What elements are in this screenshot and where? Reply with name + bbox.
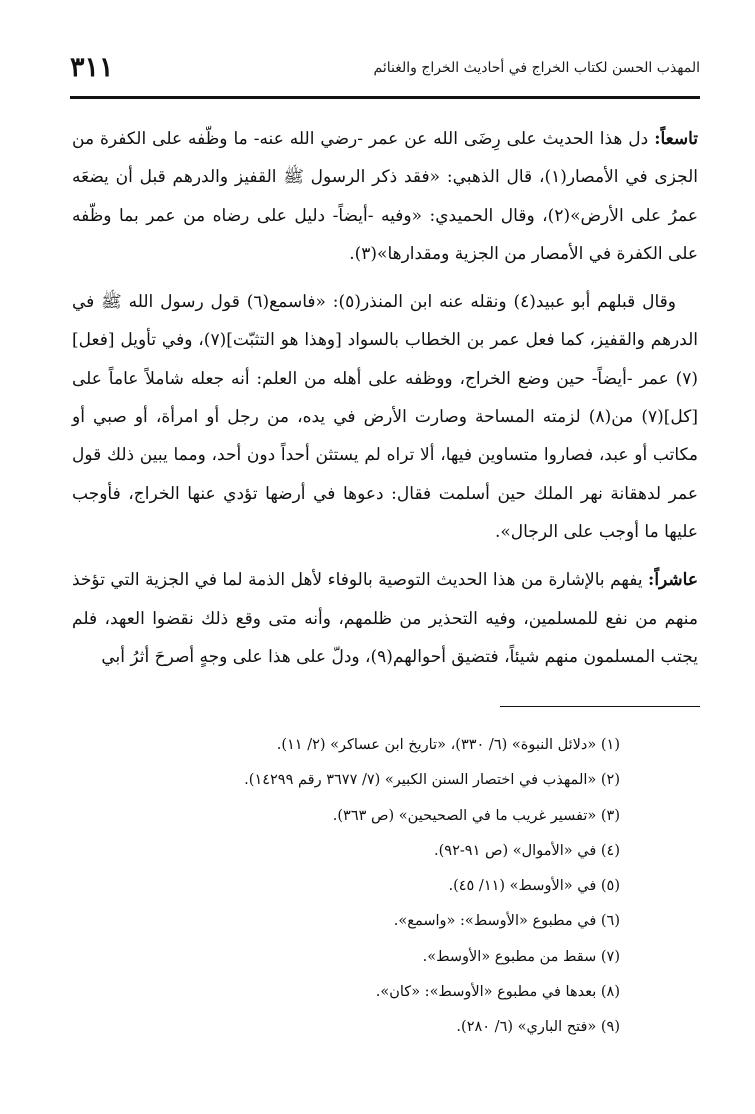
footnote-divider <box>500 706 700 707</box>
ninth-heading: تاسعاً: <box>654 129 698 149</box>
header-divider <box>70 96 700 99</box>
footnote-8: (٨) بعدها في مطبوع «الأوسط»: «كان». <box>375 984 620 1001</box>
ninth-text: دل هذا الحديث على رِضَى الله عن عمر -رضي الله عنه- ما وظّفه على الكفرة من الجزى في الأمصار(١)، قال الذهبي: «فقد ذكر الرسول ﷺ القفيز والدرهم قبل أن يضعَه عمرُ على الأرض»(٢)، وقال الحميدي: «وفيه -أيضاً- دليل على رضاه من عمر بما وظّفه على الكفرة في الأمصار من الجزية ومقدارها»(٣). <box>72 129 698 264</box>
main-text <box>72 120 698 686</box>
paragraph-abu-ubaid: وقال قبلهم أبو عبيد(٤) ونقله عنه ابن المنذر(٥): «فاسمع(٦) قول رسول الله ﷺ في الدرهم والقفيز، كما فعل عمر بن الخطاب بالسواد [وهذا هو التثبّت](٧)، وفي تأويل [فعل](٧) عمر -أيضاً- حين وضع الخراج، ووظفه على أهله من العلم: أنه جعله شاملاً عاماً على [كل](٧) من(٨) لزمته المساحة وصارت الأرض في يده، من رجل أو امرأة، أو صبي أو مكاتب أو عبد، فصاروا متساوين فيها، ألا تراه لم يستثن أحداً دون أحد، ومما يبين ذلك قول عمر لدهقانة نهر الملك حين أسلمت فقال: دعوها في أرضها تؤدي عنها الخراج، فأوجب عليها ما أوجب على الرجال». <box>72 292 699 542</box>
footnote-6: (٦) في مطبوع «الأوسط»: «واسمع». <box>393 913 620 930</box>
footnotes <box>140 728 620 1046</box>
tenth-text: يفهم بالإشارة من هذا الحديث التوصية بالوفاء لأهل الذمة لما في الجزية التي تؤخذ منهم من نفع للمسلمين، وفيه التحذير من ظلمهم، وأنه متى وقع ذلك نقضوا العهد، فلم يجتب المسلمون منهم شيئاً، فتضيق أحوالهم(٩)، ودلّ على هذا على وجهٍ أصرحَ أثرُ أبي <box>72 570 698 667</box>
footnote-7: (٧) سقط من مطبوع «الأوسط». <box>422 948 620 965</box>
footnote-5: (٥) في «الأوسط» (١١/ ٤٥). <box>448 878 620 895</box>
footnote-1: (١) «دلائل النبوة» (٦/ ٣٣٠)، «تاريخ ابن عساكر» (٢/ ١١). <box>276 737 620 753</box>
footnote-2: (٢) «المهذب في اختصار السنن الكبير» (٧/ ٣٦٧٧ رقم ١٤٢٩٩). <box>244 772 620 789</box>
footnote-3: (٣) «تفسير غريب ما في الصحيحين» (ص ٣٦٣). <box>332 807 620 824</box>
footnote-4: (٤) في «الأموال» (ص ٩١-٩٢). <box>434 842 620 859</box>
paragraph-tenth <box>72 561 698 676</box>
page-number: ٣١١ <box>70 52 114 83</box>
paragraph-ninth <box>72 120 698 273</box>
page-header <box>70 48 700 88</box>
book-title-logo: المهذب الحسن لكتاب الخراج في أحاديث الخراج والغنائم <box>373 60 700 76</box>
footnote-9: (٩) «فتح الباري» (٦/ ٢٨٠). <box>456 1019 620 1036</box>
tenth-heading: عاشراً: <box>648 570 698 591</box>
